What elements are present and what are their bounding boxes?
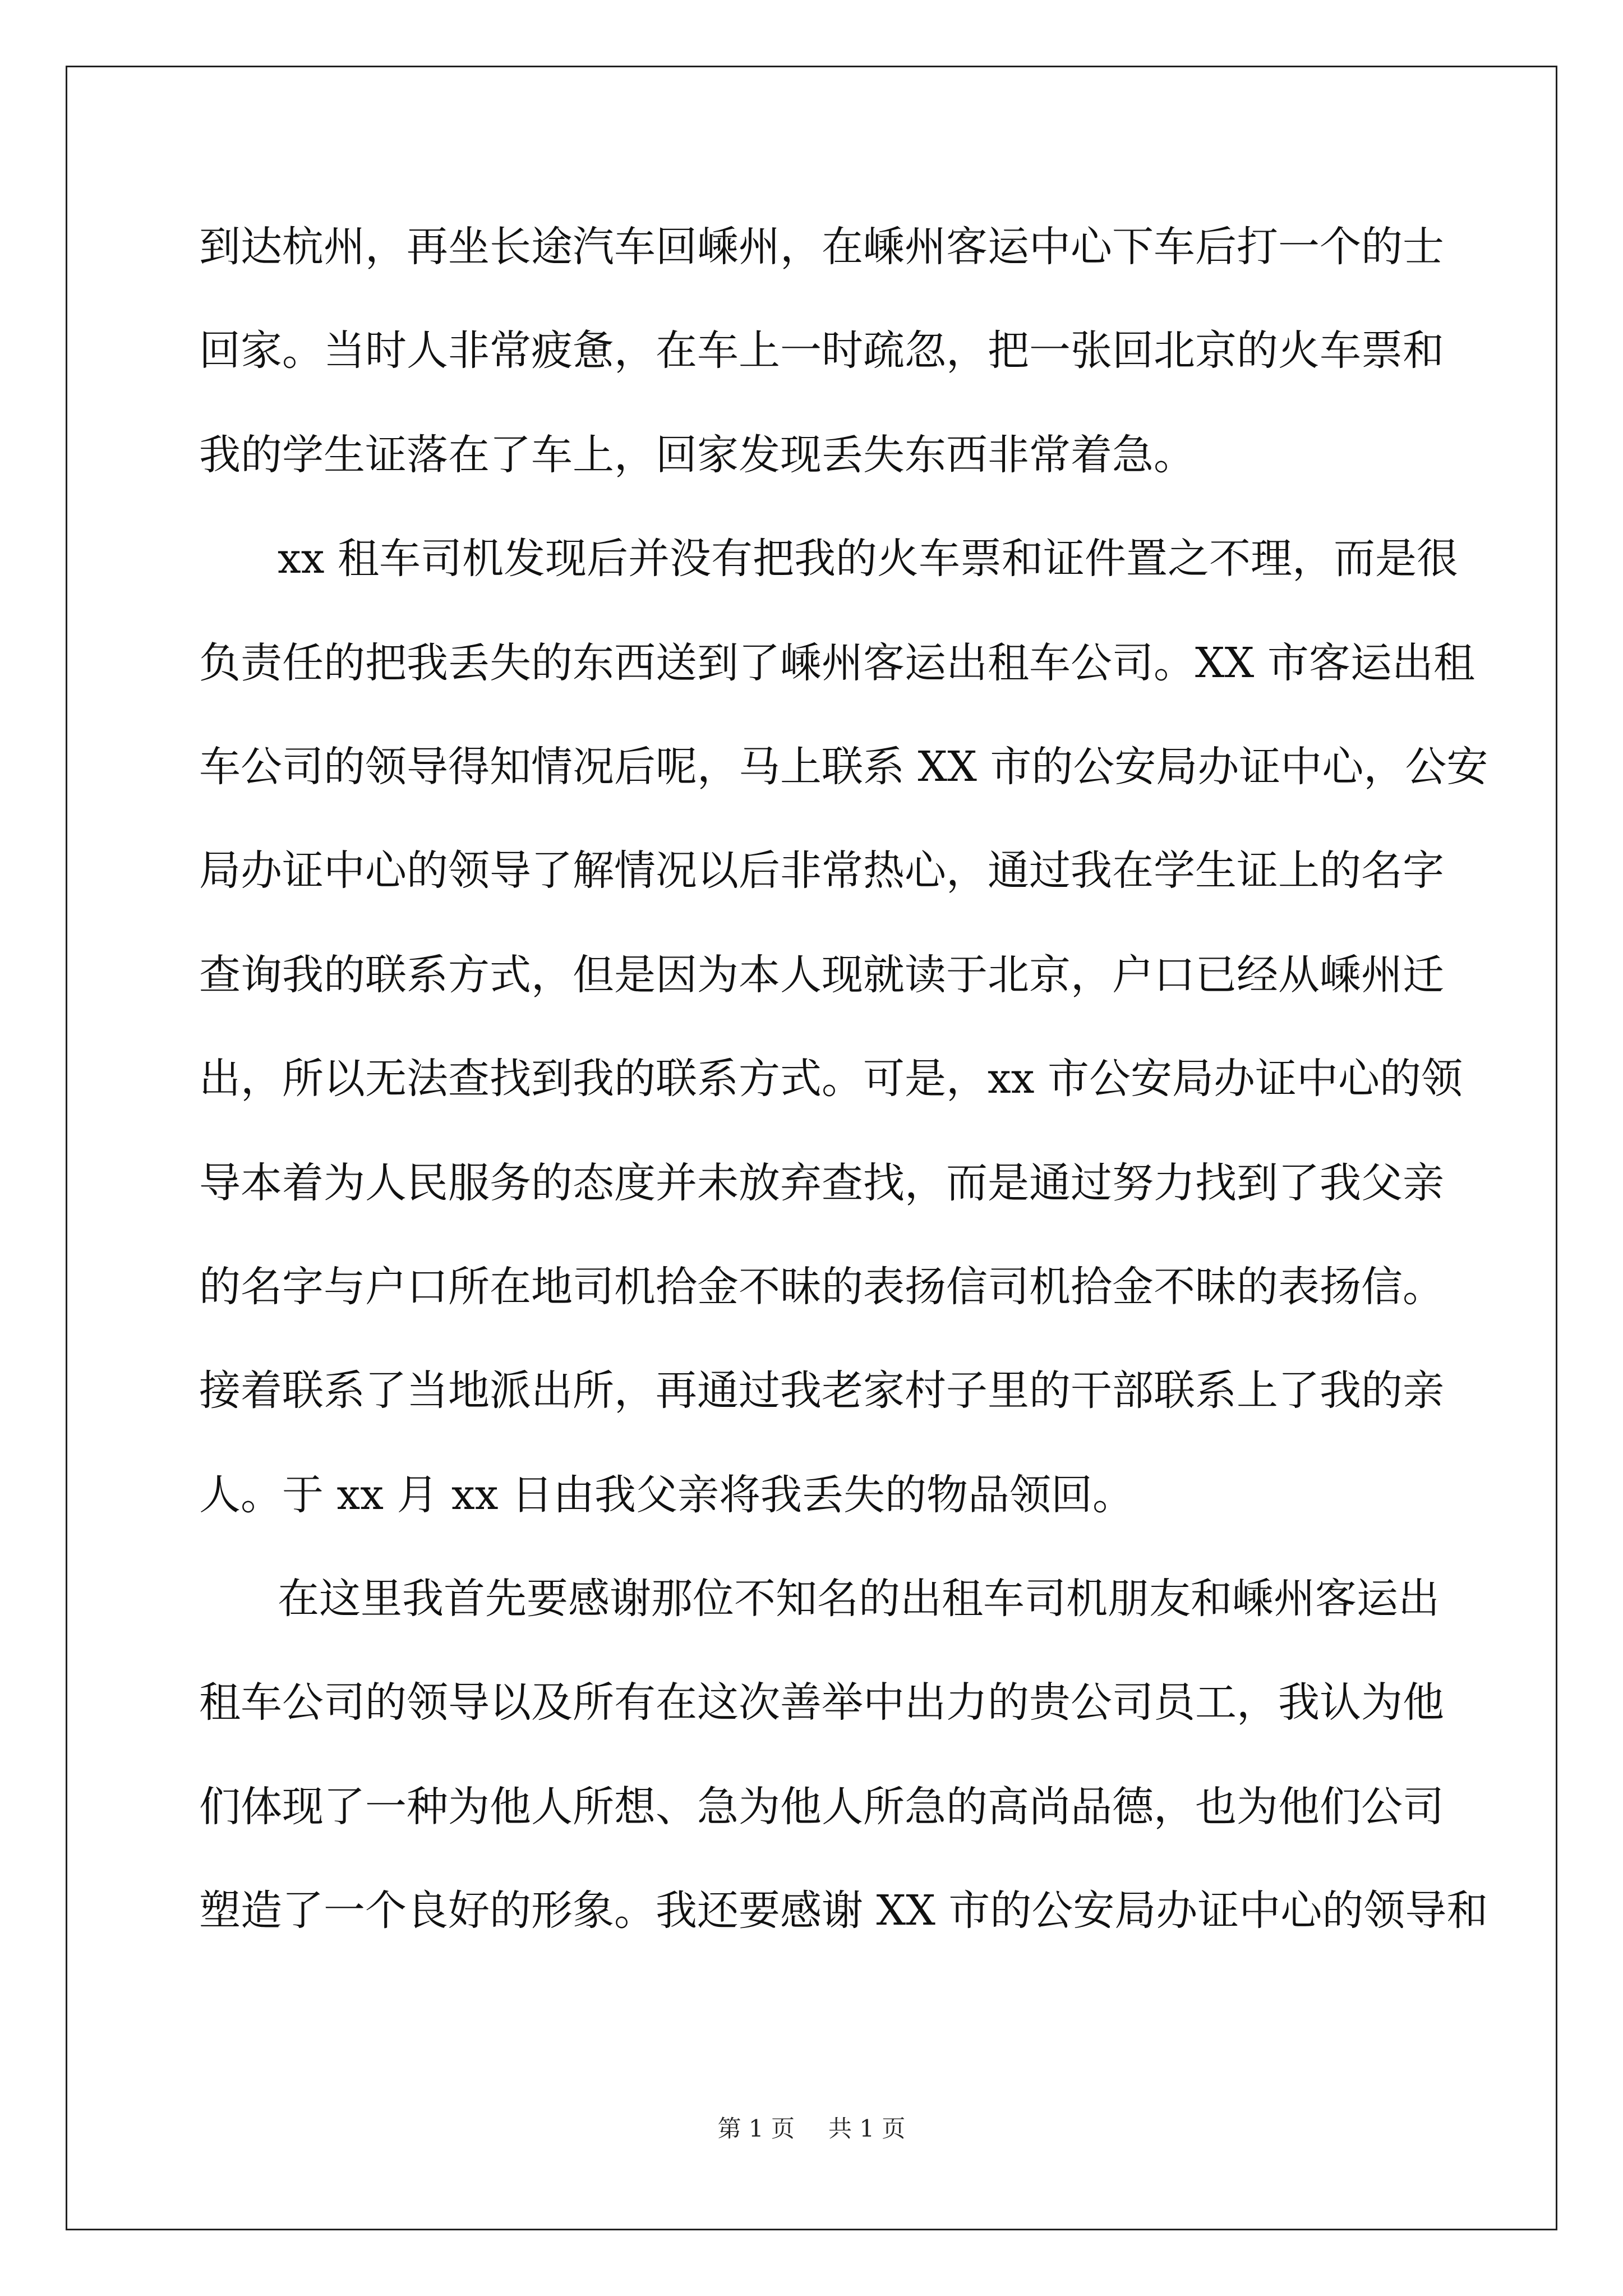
text-line: 们体现了一种为他人所想、急为他人所急的高尚品德，也为他们公司 <box>199 1782 1444 1831</box>
text-line: 人。于 xx 月 xx 日由我父亲将我丢失的物品领回。 <box>199 1470 1135 1519</box>
text-line: 导本着为人民服务的态度并未放弃查找，而是通过努力找到了我父亲 <box>199 1158 1444 1207</box>
text-line: 接着联系了当地派出所，再通过我老家村子里的干部联系上了我的亲 <box>199 1366 1444 1415</box>
text-line: 查询我的联系方式，但是因为本人现就读于北京，户口已经从嵊州迁 <box>199 950 1444 999</box>
text-line: 负责任的把我丢失的东西送到了嵊州客运出租车公司。XX 市客运出租 <box>199 638 1475 687</box>
page-number: 第 1 页 <box>717 2115 795 2142</box>
text-line: 塑造了一个良好的形象。我还要感谢 XX 市的公安局办证中心的领导和 <box>199 1887 1488 1935</box>
text-line: xx 租车司机发现后并没有把我的火车票和证件置之不理，而是很 <box>278 535 1458 583</box>
text-line: 出，所以无法查找到我的联系方式。可是，xx 市公安局办证中心的领 <box>199 1055 1463 1103</box>
page-total: 共 1 页 <box>828 2115 906 2142</box>
text-line: 车公司的领导得知情况后呢，马上联系 XX 市的公安局办证中心，公安 <box>199 742 1488 791</box>
text-line: 的名字与户口所在地司机拾金不昧的表扬信司机拾金不昧的表扬信。 <box>199 1262 1444 1311</box>
text-line: 在这里我首先要感谢那位不知名的出租车司机朋友和嵊州客运出 <box>278 1575 1440 1623</box>
text-line: 租车公司的领导以及所有在这次善举中出力的贵公司员工，我认为他 <box>199 1678 1444 1727</box>
text-line: 我的学生证落在了车上，回家发现丢失东西非常着急。 <box>199 430 1195 479</box>
page-footer <box>0 2115 1623 2143</box>
document-body <box>199 219 1488 1987</box>
text-line: 局办证中心的领导了解情况以后非常热心，通过我在学生证上的名字 <box>199 846 1444 895</box>
text-line: 到达杭州，再坐长途汽车回嵊州，在嵊州客运中心下车后打一个的士 <box>199 223 1444 271</box>
text-line: 回家。当时人非常疲惫，在车上一时疏忽，把一张回北京的火车票和 <box>199 326 1444 375</box>
